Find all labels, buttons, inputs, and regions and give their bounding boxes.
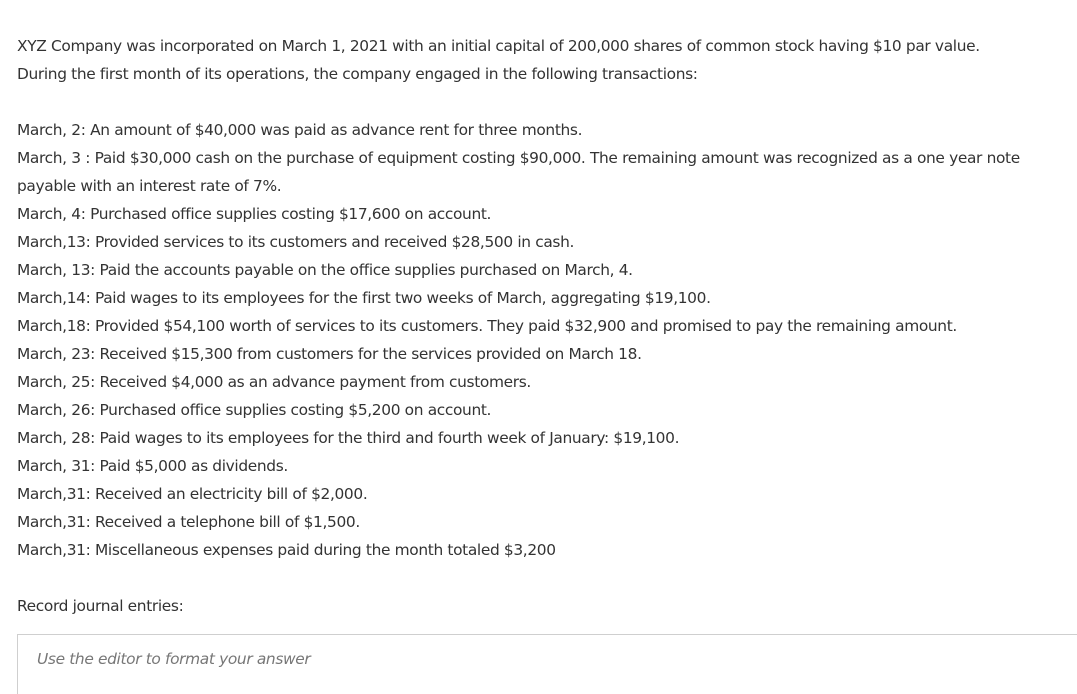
transaction-item: March, 26: Purchased office supplies costing $5,200 on account. [17,401,492,419]
transaction-item: March, 25: Received $4,000 as an advance payment from customers. [17,373,531,391]
transaction-item: March,31: Received a telephone bill of $1,500. [17,513,360,531]
transaction-item: March, 28: Paid wages to its employees for the third and fourth week of January: $19,100. [17,429,680,447]
transaction-item: March, 13: Paid the accounts payable on the office supplies purchased on March, 4. [17,261,633,279]
transaction-item: March,31: Received an electricity bill of $2,000. [17,485,368,503]
transaction-item: March, 2: An amount of $40,000 was paid as advance rent for three months. [17,121,583,139]
answer-prompt: Record journal entries: [17,597,184,615]
transaction-item: March, 3 : Paid $30,000 cash on the purchase of equipment costing $90,000. The remaining amount was recognized as a one year note payable with an interest rate of 7%. [17,149,1020,195]
transaction-item: March, 31: Paid $5,000 as dividends. [17,457,288,475]
answer-editor[interactable] [17,634,1077,694]
transaction-item: March, 23: Received $15,300 from customers for the services provided on March 18. [17,345,642,363]
transaction-item: March, 4: Purchased office supplies costing $17,600 on account. [17,205,492,223]
intro-line: XYZ Company was incorporated on March 1, 2021 with an initial capital of 200,000 shares of common stock having $10 par value. [17,37,980,55]
transaction-item: March,13: Provided services to its customers and received $28,500 in cash. [17,233,575,251]
question-text [17,32,1077,620]
transaction-item: March,31: Miscellaneous expenses paid during the month totaled $3,200 [17,541,556,559]
transaction-list [17,116,1077,564]
question-intro [17,32,1077,88]
transaction-item: March,14: Paid wages to its employees for the first two weeks of March, aggregating $19,100. [17,289,711,307]
transaction-item: March,18: Provided $54,100 worth of services to its customers. They paid $32,900 and promised to pay the remaining amount. [17,317,957,335]
editor-placeholder: Use the editor to format your answer [37,650,311,668]
intro-line: During the first month of its operations, the company engaged in the following transactions: [17,65,698,83]
